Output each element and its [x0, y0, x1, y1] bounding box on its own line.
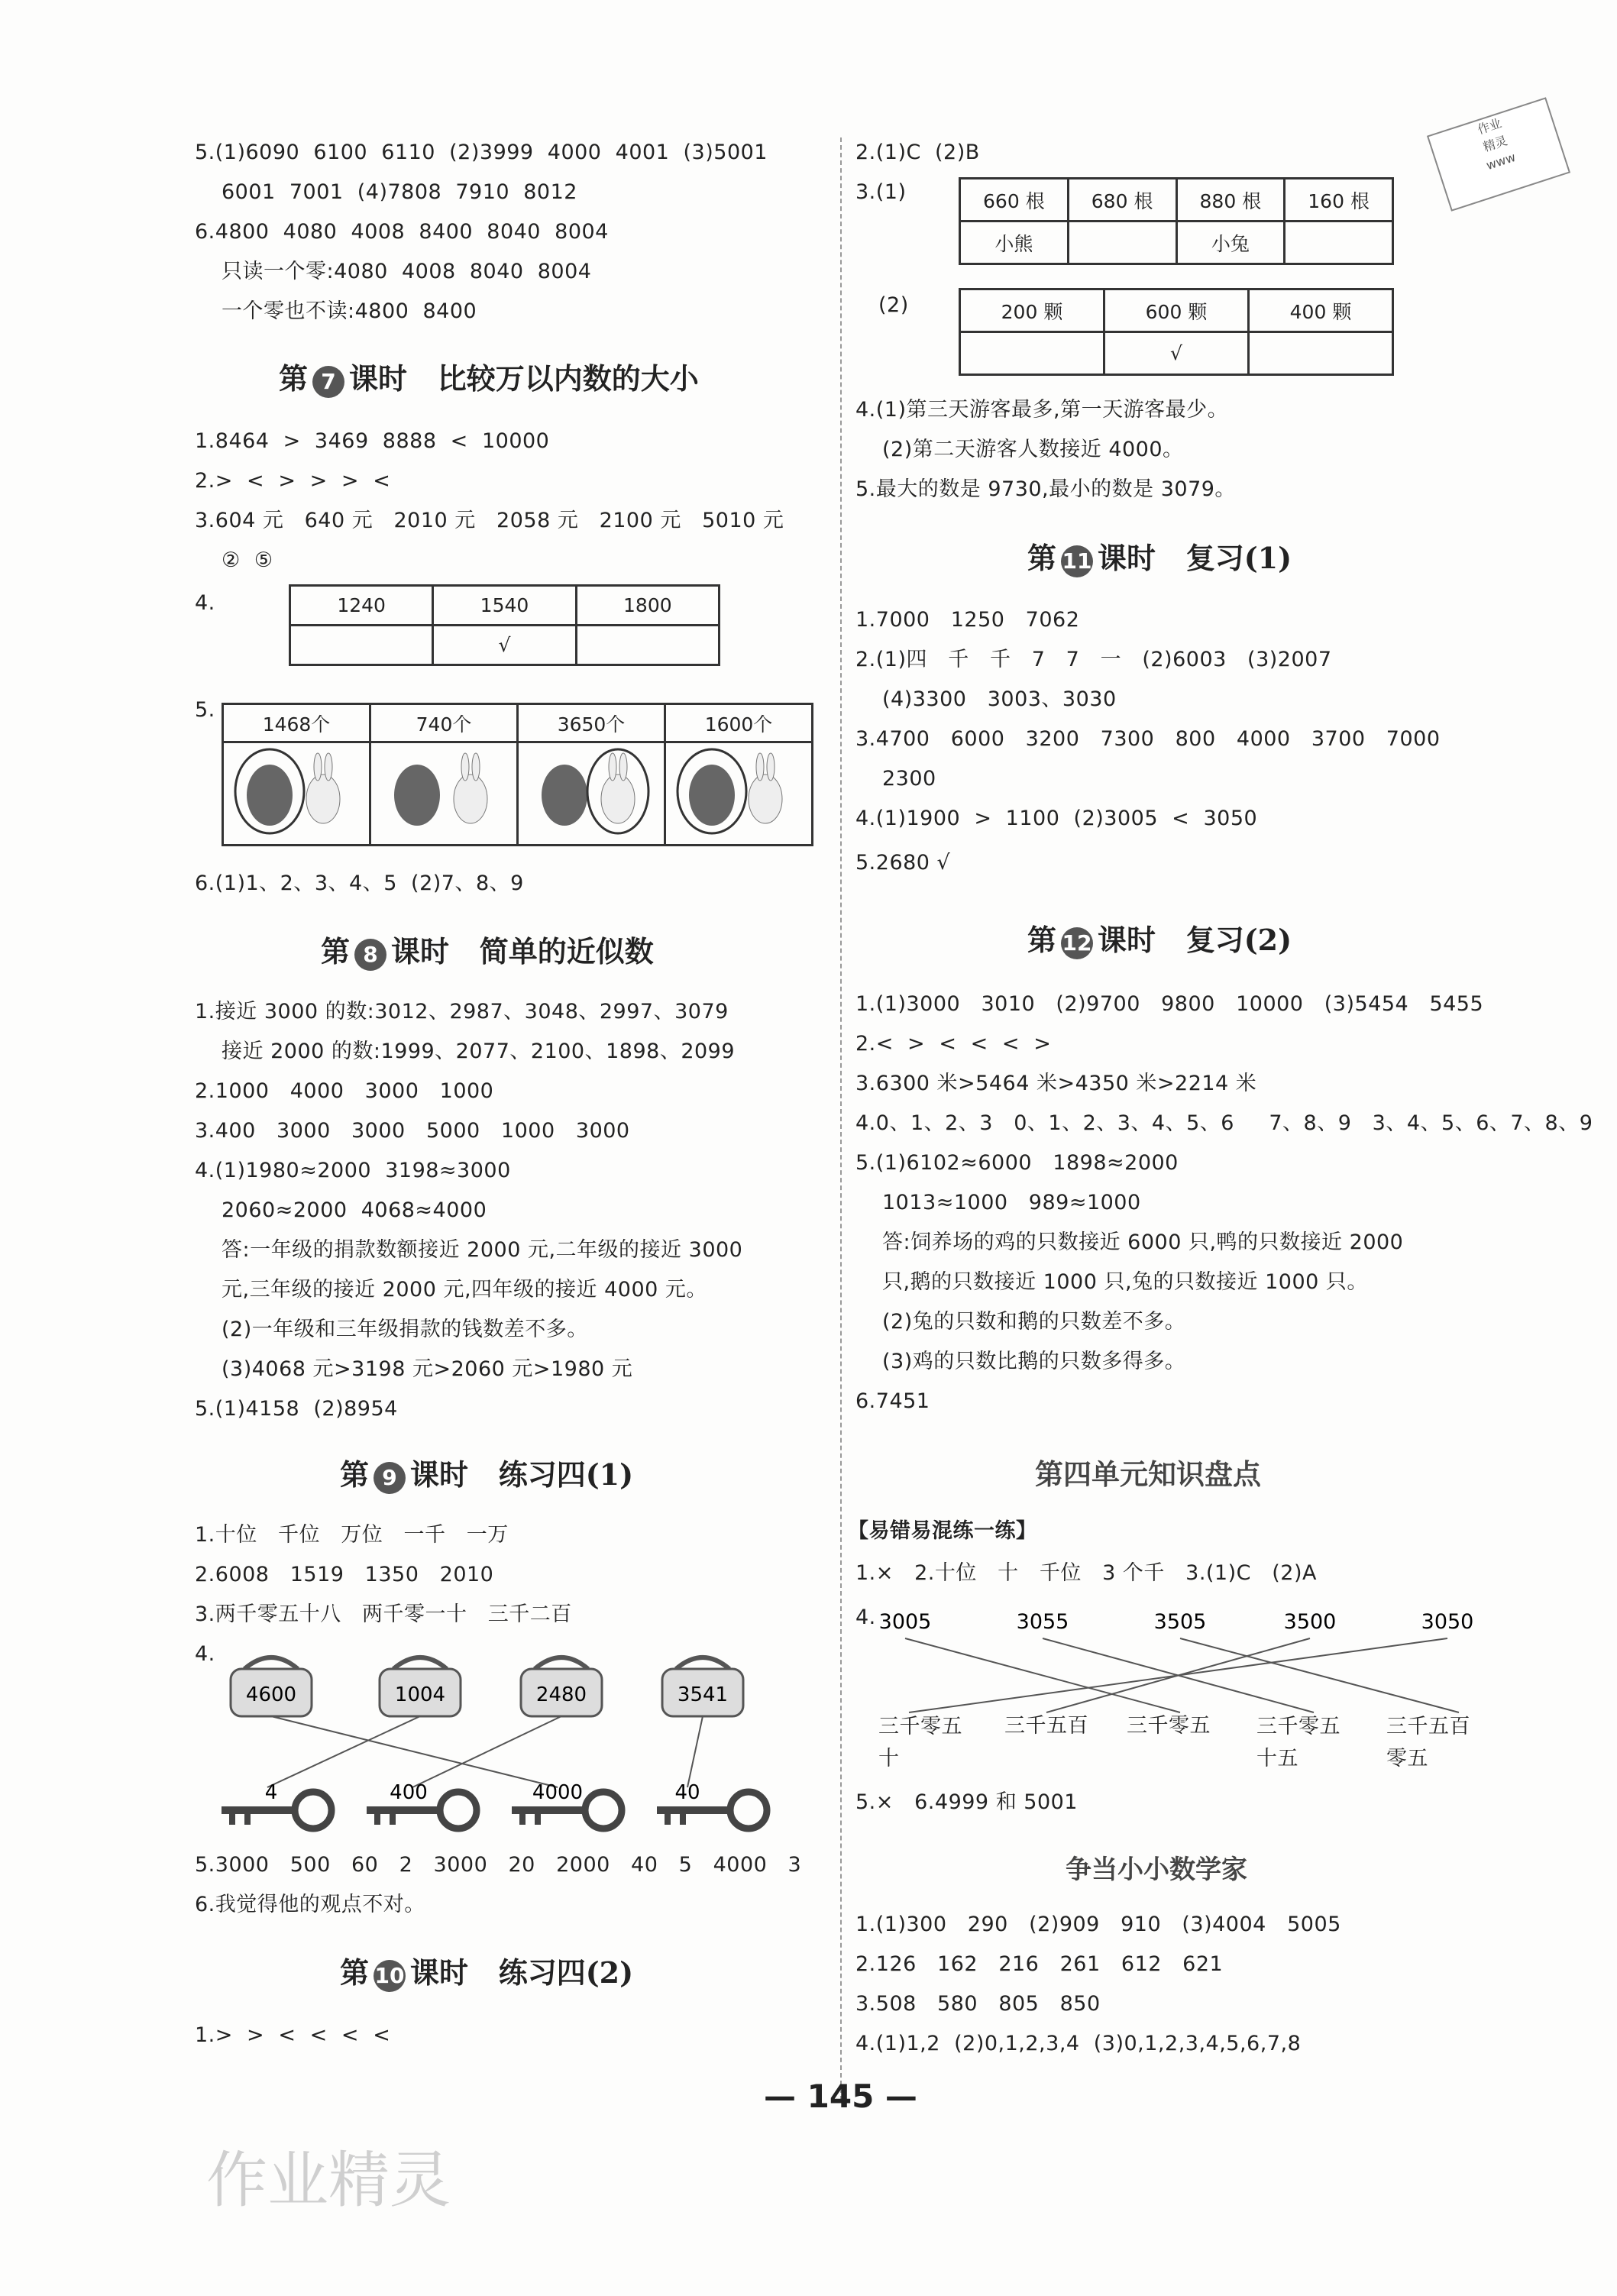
answer-line: 4.0、1、2、3 0、1、2、3、4、5、6 7、8、9 3、4、5、6、7、8、9 — [855, 1111, 1593, 1135]
answer-line: 答:一年级的捐款数额接近 2000 元,二年级的接近 3000 — [222, 1238, 743, 1262]
lesson-post: 课时 比较万以内数的大小 — [349, 361, 699, 396]
answer-line: 3.两千零五十八 两千零一十 三千二百 — [195, 1602, 572, 1626]
answer-line: 6.7451 — [855, 1389, 930, 1413]
lesson-title-8 — [321, 928, 654, 971]
match-word: 三千零五 十 — [878, 1715, 962, 1771]
answer-line: 2.6008 1519 1350 2010 — [195, 1563, 494, 1586]
answer-line: 元,三年级的接近 2000 元,四年级的接近 4000 元。 — [222, 1278, 707, 1302]
answer-line: 5.3000 500 60 2 3000 20 2000 40 5 4000 3 — [195, 1853, 802, 1877]
answer-line: 5. — [195, 698, 215, 722]
table-cell: 660 根 — [960, 179, 1069, 222]
table-cell: √ — [433, 626, 576, 665]
answer-line: 6.(1)1、2、3、4、5 (2)7、8、9 — [195, 872, 524, 895]
lesson-post: 课时 练习四(2) — [410, 1955, 634, 1990]
answer-line: 4. — [855, 1606, 876, 1629]
answer-line: 1.(1)3000 3010 (2)9700 9800 10000 (3)5454 5455 — [855, 992, 1484, 1016]
answer-line: 2.126 162 216 261 612 621 — [855, 1952, 1224, 1976]
page-number: — 145 — — [764, 2078, 917, 2115]
table-cell — [1249, 332, 1393, 375]
answer-line: 3.6300 米>5464 米>4350 米>2214 米 — [855, 1072, 1257, 1095]
answer-line: 3.(1) — [855, 180, 907, 204]
table-r3-1 — [959, 177, 1394, 265]
answer-line: 6001 7001 (4)7808 7910 8012 — [222, 180, 577, 204]
table-cell — [1068, 222, 1176, 264]
answer-line: 5.2680 √ — [855, 851, 951, 875]
answer-line: 2.(1)C (2)B — [855, 141, 980, 164]
stamp-logo: 作业 精灵 www — [1427, 97, 1570, 212]
answer-line: (2)一年级和三年级捐款的钱数差不多。 — [222, 1318, 588, 1341]
section-label: 【易错易混练一练】 — [848, 1519, 1037, 1543]
answer-line: 1.> > < < < < — [195, 2023, 391, 2047]
key-label: 4000 — [532, 1781, 584, 1804]
answer-line: 4.(1)1980≈2000 3198≈3000 — [195, 1159, 511, 1182]
table-cell — [960, 332, 1104, 375]
lesson-number-badge: 9 — [374, 1462, 406, 1494]
answer-line: (3)鸡的只数比鹅的只数多得多。 — [882, 1350, 1186, 1373]
answer-line: 一个零也不读:4800 8400 — [222, 299, 477, 323]
answer-line: 4. — [195, 1642, 215, 1666]
answer-line: 3.508 580 805 850 — [855, 1992, 1101, 2016]
table-cell: 160 根 — [1285, 179, 1393, 222]
table-cell: 1600个 — [665, 704, 813, 742]
lesson-post: 课时 练习四(1) — [410, 1457, 634, 1492]
table-cell: 小兔 — [1176, 222, 1285, 264]
answer-line: 5.× 6.4999 和 5001 — [855, 1790, 1078, 1814]
answer-line: 只读一个零:4080 4008 8040 8004 — [222, 260, 592, 283]
answer-line: 1.(1)300 290 (2)909 910 (3)4004 5005 — [855, 1913, 1341, 1936]
table-cell: 880 根 — [1176, 179, 1285, 222]
lesson-number-badge: 12 — [1061, 927, 1093, 959]
table-cell: 200 颗 — [960, 289, 1104, 332]
lock-key-matching — [214, 1646, 794, 1845]
animal-cell — [518, 742, 665, 846]
lesson-post: 课时 复习(2) — [1098, 923, 1292, 957]
answer-line: 2060≈2000 4068≈4000 — [222, 1198, 487, 1222]
match-number: 3505 — [1153, 1610, 1207, 1634]
lesson-title-7 — [279, 355, 699, 398]
table-cell: 400 颗 — [1249, 289, 1393, 332]
answer-line: 2.(1)四 千 千 7 7 一 (2)6003 (3)2007 — [855, 648, 1332, 671]
table-cell: 1800 — [576, 586, 719, 626]
answer-line: 接近 2000 的数:1999、2077、2100、1898、2099 — [222, 1040, 736, 1063]
answer-line: 3.4700 6000 3200 7300 800 4000 3700 7000 — [855, 727, 1441, 751]
lesson-number-badge: 7 — [312, 366, 344, 398]
answer-line: 3.400 3000 3000 5000 1000 3000 — [195, 1119, 630, 1143]
answer-line: 2.> < > > > < — [195, 469, 391, 493]
match-number: 3055 — [1016, 1610, 1069, 1634]
lesson-number-badge: 10 — [374, 1960, 406, 1992]
lesson-pre: 第 — [321, 934, 351, 969]
lesson-post: 课时 简单的近似数 — [391, 934, 654, 969]
table-cell: 1240 — [290, 586, 433, 626]
match-word: 三千五百 零五 — [1386, 1715, 1470, 1771]
lesson-number-badge: 11 — [1061, 545, 1093, 577]
lock-label: 1004 — [394, 1683, 446, 1706]
answer-line: 6.我觉得他的观点不对。 — [195, 1893, 425, 1916]
match-number: 3005 — [878, 1610, 932, 1634]
lesson-number-badge: 8 — [354, 939, 386, 971]
answer-line: 1.8464 > 3469 8888 < 10000 — [195, 429, 550, 453]
table-cell: 680 根 — [1068, 179, 1176, 222]
answer-line: (2)第二天游客人数接近 4000。 — [882, 438, 1184, 461]
answer-line: 答:饲养场的鸡的只数接近 6000 只,鸭的只数接近 2000 — [882, 1230, 1404, 1254]
answer-line: 5.最大的数是 9730,最小的数是 3079。 — [855, 477, 1236, 501]
table-cell: 1468个 — [223, 704, 370, 742]
table-cell: √ — [1104, 332, 1249, 375]
table-cell: 1540 — [433, 586, 576, 626]
answer-line: 1.十位 千位 万位 一千 一万 — [195, 1523, 509, 1547]
match-word: 三千零五 — [1127, 1714, 1211, 1738]
answer-line: 3.604 元 640 元 2010 元 2058 元 2100 元 5010 元 — [195, 509, 784, 532]
answer-line: 4.(1)1900 > 1100 (2)3005 < 3050 — [855, 807, 1258, 830]
table-cell: 740个 — [370, 704, 518, 742]
animal-cell — [223, 742, 370, 846]
match-word: 三千零五 十五 — [1256, 1715, 1340, 1771]
lesson-title-12 — [1027, 917, 1292, 959]
answer-line: (2)兔的只数和鹅的只数差不多。 — [882, 1310, 1186, 1334]
table-q4 — [289, 584, 720, 666]
answer-line: 4.(1)1,2 (2)0,1,2,3,4 (3)0,1,2,3,4,5,6,7,8 — [855, 2032, 1302, 2055]
lesson-title-10 — [340, 1949, 633, 1992]
table-cell — [290, 626, 433, 665]
lesson-title-9 — [340, 1451, 633, 1494]
answer-line: 2.< > < < < > — [855, 1032, 1052, 1056]
lesson-pre: 第 — [1027, 923, 1057, 957]
column-divider — [840, 137, 842, 2100]
lock-label: 2480 — [535, 1683, 587, 1706]
answer-line: 4. — [195, 591, 215, 615]
answer-line: (3)4068 元>3198 元>2060 元>1980 元 — [222, 1357, 633, 1381]
key-label: 4 — [264, 1781, 278, 1804]
table-r3-2 — [959, 288, 1394, 376]
answer-line: 1.× 2.十位 十 千位 3 个千 3.(1)C (2)A — [855, 1561, 1317, 1585]
key-label: 400 — [390, 1781, 428, 1804]
animal-cell — [665, 742, 813, 846]
lock-label: 3541 — [677, 1683, 729, 1706]
answer-line: 1013≈1000 989≈1000 — [882, 1191, 1141, 1214]
table-q5-animals — [222, 703, 813, 846]
answer-line: 1.7000 1250 7062 — [855, 608, 1080, 632]
animal-cell — [370, 742, 518, 846]
table-cell: 小熊 — [960, 222, 1069, 264]
answer-line: 4.(1)第三天游客最多,第一天游客最少。 — [855, 398, 1229, 422]
answer-line: 5.(1)4158 (2)8954 — [195, 1397, 398, 1421]
answer-line: 5.(1)6090 6100 6110 (2)3999 4000 4001 (3)5001 — [195, 141, 768, 164]
match-number: 3050 — [1421, 1610, 1474, 1634]
answer-line: 6.4800 4080 4008 8400 8040 8004 — [195, 220, 609, 244]
answer-line: 2300 — [882, 767, 936, 791]
lesson-pre: 第 — [340, 1457, 370, 1492]
table-cell — [1285, 222, 1393, 264]
table-cell — [576, 626, 719, 665]
unit-review-title: 第四单元知识盘点 — [1035, 1457, 1261, 1491]
lesson-post: 课时 复习(1) — [1098, 541, 1292, 575]
answer-line: ② ⑤ — [222, 548, 273, 572]
watermark: 作业精灵 — [206, 2145, 451, 2216]
lesson-pre: 第 — [1027, 541, 1057, 575]
table-cell: 600 颗 — [1104, 289, 1249, 332]
key-label: 40 — [674, 1781, 700, 1804]
lesson-pre: 第 — [340, 1955, 370, 1990]
match-word: 三千五百 — [1004, 1714, 1088, 1738]
answer-line: 只,鹅的只数接近 1000 只,兔的只数接近 1000 只。 — [882, 1270, 1368, 1294]
match-number: 3500 — [1283, 1610, 1337, 1634]
lock-label: 4600 — [245, 1683, 297, 1706]
answer-line: 2.1000 4000 3000 1000 — [195, 1079, 494, 1103]
answer-line: (4)3300 3003、3030 — [882, 687, 1117, 711]
answer-line: 1.接近 3000 的数:3012、2987、3048、2997、3079 — [195, 1000, 729, 1023]
lesson-title-11 — [1027, 535, 1292, 577]
answer-line: (2) — [878, 293, 909, 317]
lesson-pre: 第 — [279, 361, 309, 396]
answer-line: 5.(1)6102≈6000 1898≈2000 — [855, 1151, 1179, 1175]
math-challenge-title: 争当小小数学家 — [1066, 1855, 1247, 1885]
key-icon — [657, 1792, 767, 1829]
table-cell: 3650个 — [518, 704, 665, 742]
